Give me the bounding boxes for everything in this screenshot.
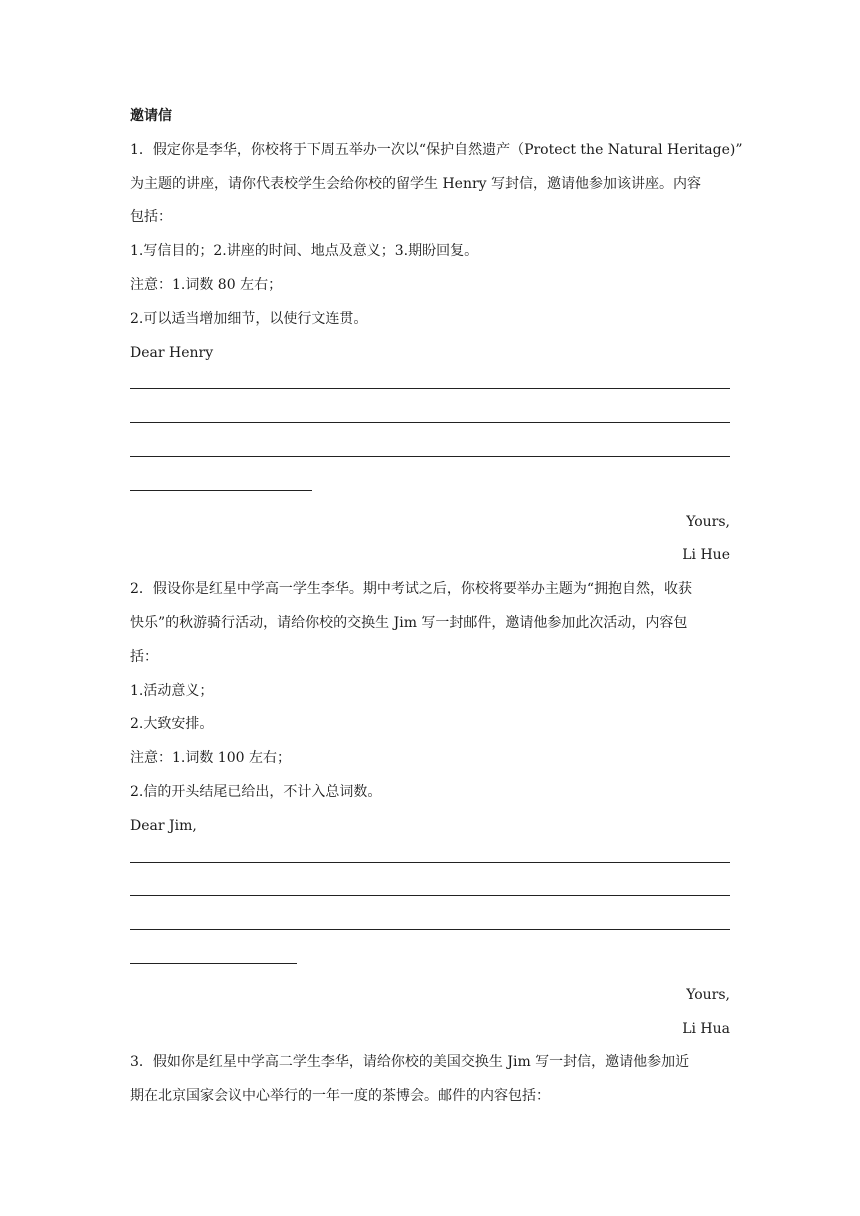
q1-note-1: 注意：1.词数 80 左右； [130,276,283,293]
q1-closing: Yours, [686,513,730,530]
q1-prompt-line-2: 为主题的讲座，请你代表校学生会给你校的留学生 Henry 写封信，邀请他参加该讲座。内容 [130,175,702,192]
q1-answer-line[interactable] [130,404,730,438]
q2-prompt-line-2: 快乐”的秋游骑行活动，请给你校的交换生 Jim 写一封邮件，邀请他参加此次活动，内容包 [130,614,688,631]
question-3 [130,1046,730,1114]
q1-answer-line[interactable] [130,438,730,472]
q2-answer-line[interactable] [130,844,730,878]
q2-note-1: 注意：1.词数 100 左右； [130,750,291,767]
q1-prompt-line-3: 包括： [130,209,172,226]
q3-prompt-line-1: 3．假如你是红星中学高二学生李华，请给你校的美国交换生 Jim 写一封信，邀请他参加近 [130,1054,690,1071]
q1-answer-line-short[interactable] [130,472,730,506]
q2-answer-line[interactable] [130,877,730,911]
q1-content-points: 1.写信目的；2.讲座的时间、地点及意义；3.期盼回复。 [130,243,479,260]
q2-closing: Yours, [686,986,730,1003]
q3-prompt-line-2: 期在北京国家会议中心举行的一年一度的茶博会。邮件的内容包括： [130,1088,550,1105]
q1-signature: Li Hue [682,547,730,564]
section-heading: 邀请信 [130,108,172,124]
question-2 [130,573,730,1046]
q1-prompt-line-1: 1．假定你是李华，你校将于下周五举办一次以“保护自然遗产（Protect the Natural Heritage)” [130,141,743,158]
q2-signature: Li Hua [682,1020,730,1037]
q2-item-1: 1.活动意义； [130,682,214,699]
q2-answer-line[interactable] [130,911,730,945]
q2-prompt-line-3: 括： [130,648,158,665]
q1-answer-line[interactable] [130,370,730,404]
q2-item-2: 2.大致安排。 [130,716,214,733]
worksheet-page [130,100,743,1114]
q2-answer-line-short[interactable] [130,945,730,979]
q2-greeting: Dear Jim, [130,817,197,834]
q2-prompt-line-1: 2．假设你是红星中学高一学生李华。期中考试之后，你校将要举办主题为“拥抱自然，收获 [130,581,693,598]
question-1 [130,134,743,573]
q1-note-2: 2.可以适当增加细节，以使行文连贯。 [130,310,368,327]
q2-note-2: 2.信的开头结尾已给出，不计入总词数。 [130,783,382,800]
q1-greeting: Dear Henry [130,344,214,361]
